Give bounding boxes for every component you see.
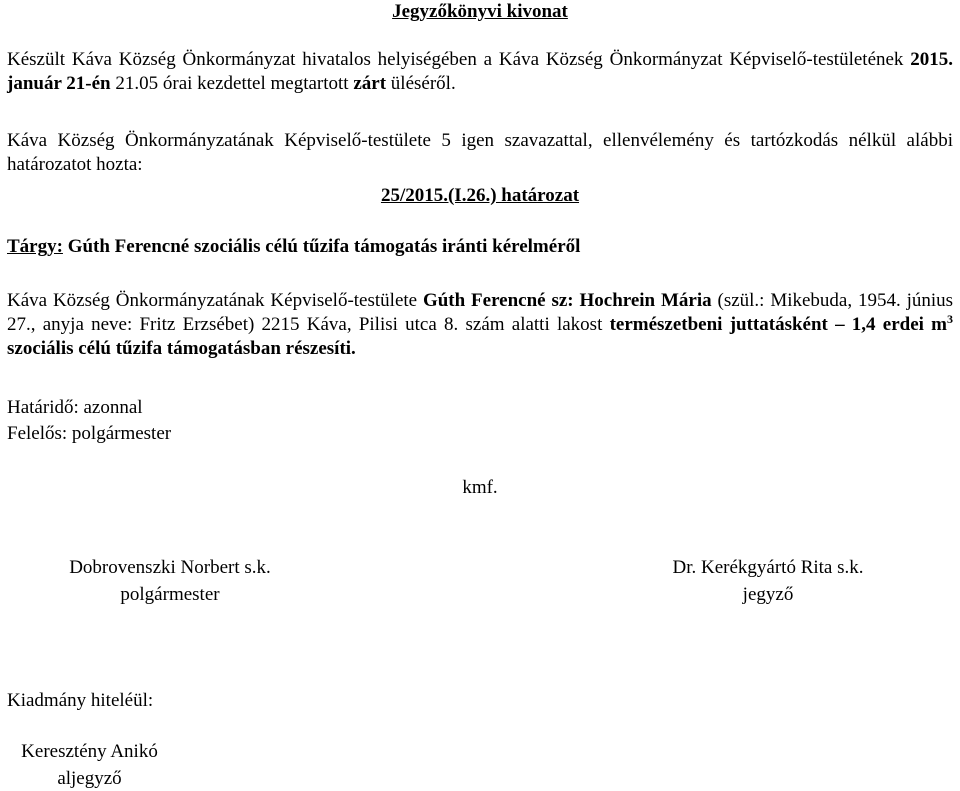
benefit-text-2: szociális célú tűzifa támogatásban részesíti.	[7, 338, 356, 359]
certifier-block	[7, 740, 172, 791]
certifier-name: Keresztény Anikó	[21, 741, 158, 762]
benefit-text-1: természetbeni juttatásként – 1,4 erdei m	[609, 314, 947, 335]
document-title: Jegyzőkönyvi kivonat	[392, 1, 568, 22]
notary-role: jegyző	[742, 584, 794, 605]
vote-paragraph: Káva Község Önkormányzatának Képviselő-testülete 5 igen szavazattal, ellenvélemény és tartózkodás nélkül alábbi határozatot hozta:	[7, 130, 953, 175]
meeting-date: 2015. január 21-én	[7, 49, 953, 94]
resolution-number: 25/2015.(I.26.) határozat	[380, 185, 580, 206]
subject-label: Tárgy:	[7, 236, 63, 257]
session-type: zárt	[353, 73, 387, 94]
mayor-signature	[20, 556, 320, 607]
responsible-line: Felelős: polgármester	[7, 423, 172, 444]
intro-paragraph	[7, 48, 953, 96]
intro-text-2: 21.05 órai kezdettel megtartott	[110, 73, 354, 94]
subject-text: Gúth Ferencné szociális célú tűzifa támogatás iránti kérelméről	[62, 236, 581, 257]
certifier-role: aljegyző	[57, 768, 122, 789]
decision-paragraph	[7, 289, 953, 361]
notary-name: Dr. Kerékgyártó Rita s.k.	[672, 557, 864, 578]
intro-text-3: üléséről.	[386, 73, 456, 94]
decision-text-2: (szül.: Mikebuda, 1954. június 27., anyja neve: Fritz Erzsébet) 2215 Káva, Pilisi utca 8. szám alatti lakost	[7, 290, 954, 335]
intro-text-1: Készült Káva Község Önkormányzat hivatalos helyiségében a Káva Község Önkormányzat Képviselő-testületének	[7, 49, 911, 70]
mayor-role: polgármester	[120, 584, 220, 605]
notary-signature	[623, 556, 913, 607]
kmf-line: kmf.	[462, 477, 498, 498]
deadline-line: Határidő: azonnal	[7, 397, 143, 418]
cubic-superscript: 3	[947, 312, 953, 326]
subject-line	[7, 235, 580, 259]
mayor-name: Dobrovenszki Norbert s.k.	[69, 557, 271, 578]
beneficiary-name: Gúth Ferencné sz: Hochrein Mária	[422, 290, 712, 311]
decision-text-1: Káva Község Önkormányzatának Képviselő-testülete	[7, 290, 423, 311]
certification-line: Kiadmány hiteléül:	[7, 690, 154, 711]
